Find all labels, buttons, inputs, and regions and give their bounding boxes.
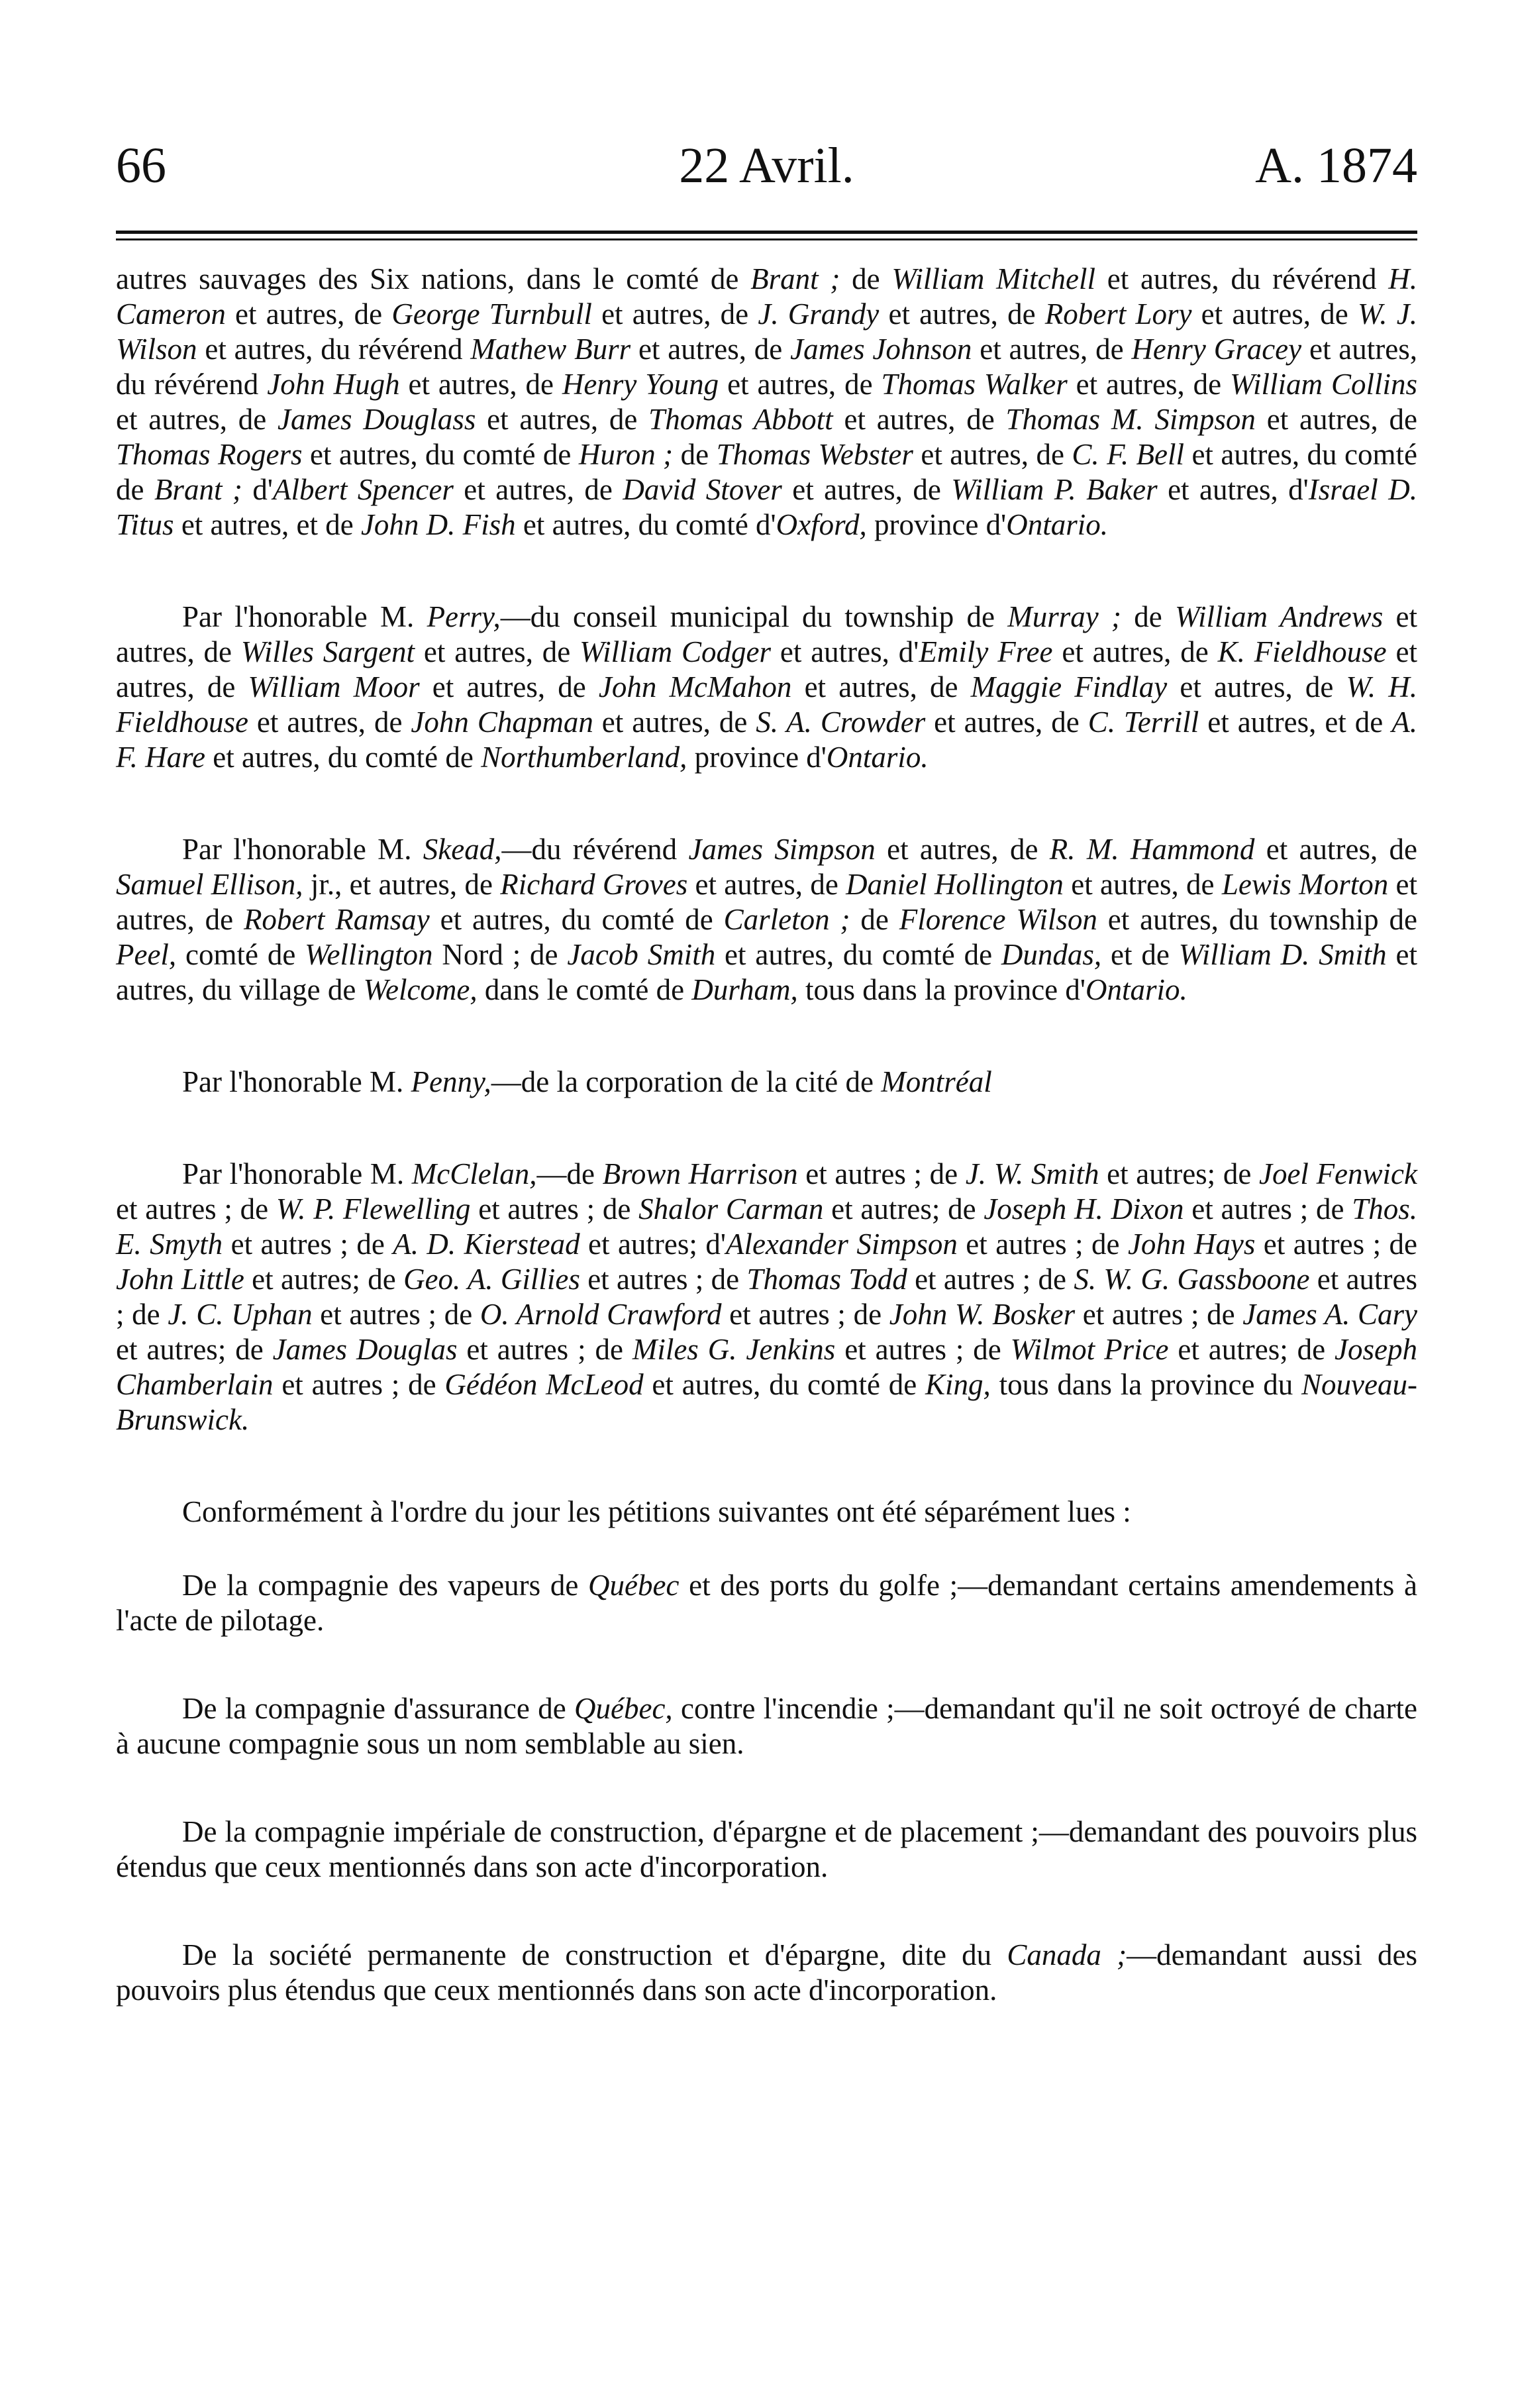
- text-run: De la compagnie impériale de construction, d'épargne et de placement ;—demandant des pouvoirs plus étendus que ceux mentionnés dans son acte d'incorporation.: [116, 1815, 1417, 1883]
- text-run: et autres ; de: [470, 1192, 639, 1226]
- text-run: de: [850, 903, 899, 936]
- text-run: —du révérend: [501, 833, 689, 866]
- italic-name: C. F. Bell: [1072, 438, 1184, 471]
- text-run: et autres, et de: [1199, 706, 1392, 739]
- italic-name: Canada ;: [1007, 1938, 1127, 1971]
- text-run: et autres; de: [1168, 1333, 1335, 1366]
- italic-name: Mathew Burr: [470, 333, 631, 366]
- italic-name: Huron ;: [578, 438, 674, 471]
- text-run: —de la corporation de la cité de: [491, 1065, 882, 1098]
- text-run: et autres, de: [593, 706, 756, 739]
- text-run: province d': [866, 508, 1007, 541]
- text-run: et autres, de: [719, 368, 882, 401]
- italic-name: James Douglass: [278, 403, 476, 436]
- italic-name: Thomas Walker: [881, 368, 1068, 401]
- text-run: et autres, et de: [174, 508, 361, 541]
- text-run: et autres, de: [453, 473, 623, 506]
- italic-name: S. A. Crowder: [756, 706, 926, 739]
- text-run: autres sauvages des Six nations, dans le comté de: [116, 262, 751, 295]
- italic-name: Oxford,: [776, 508, 867, 541]
- italic-name: Maggie Findlay: [970, 670, 1168, 704]
- italic-name: William Mitchell: [891, 262, 1096, 295]
- italic-name: Jacob Smith: [567, 938, 716, 971]
- text-run: Nord ; de: [432, 938, 568, 971]
- italic-name: McClelan,: [411, 1157, 537, 1190]
- text-run: et autres, de: [419, 670, 599, 704]
- text-run: contre l'incendie ;—demandant qu'il ne soit octroyé de charte à aucune compagnie sous un nom semblable au sien.: [116, 1692, 1417, 1760]
- text-run: et autres; de: [244, 1263, 404, 1296]
- petition-paragraph-mcclelan: [116, 1157, 1417, 1438]
- text-run: et autres, de: [591, 297, 758, 331]
- italic-name: John McMahon: [598, 670, 792, 704]
- text-run: et autres, du révérend: [1095, 262, 1389, 295]
- text-run: et autres ; de: [273, 1368, 445, 1401]
- italic-name: J. Grandy: [758, 297, 880, 331]
- text-run: de: [1121, 600, 1175, 633]
- italic-name: W. J. Wilson: [116, 297, 1417, 366]
- italic-name: Québec: [588, 1569, 680, 1602]
- text-run: et autres ; de: [721, 1298, 889, 1331]
- italic-name: Florence Wilson: [899, 903, 1097, 936]
- text-run: et autres ; de: [457, 1333, 632, 1366]
- header-rule-thick: [116, 231, 1417, 234]
- italic-name: John Chapman: [411, 706, 593, 739]
- italic-name: Durham,: [691, 973, 798, 1006]
- text-run: et autres, de: [476, 403, 649, 436]
- document-body: [116, 262, 1417, 2061]
- italic-name: Ontario.: [1085, 973, 1187, 1006]
- text-run: et autres, de: [631, 333, 791, 366]
- italic-name: Shalor Carman: [638, 1192, 824, 1226]
- italic-name: Albert Spencer: [272, 473, 454, 506]
- text-run: et autres, du révérend: [116, 333, 1417, 401]
- text-run: et autres, de: [687, 868, 846, 901]
- text-run: et des ports du golfe ;—demandant certains amendements à l'acte de pilotage.: [116, 1569, 1417, 1637]
- italic-name: Dundas,: [1001, 938, 1102, 971]
- text-run: et autres, du comté de: [302, 438, 579, 471]
- italic-name: John W. Bosker: [889, 1298, 1076, 1331]
- header-rule-thin: [116, 238, 1417, 240]
- text-run: et autres, de: [399, 368, 562, 401]
- text-run: de: [840, 262, 892, 295]
- text-run: et autres ; de: [907, 1263, 1074, 1296]
- italic-name: Wellington: [305, 938, 433, 971]
- italic-name: William P. Baker: [951, 473, 1158, 506]
- text-run: province d': [687, 741, 827, 774]
- italic-name: Nouveau-Brunswick.: [116, 1368, 1417, 1436]
- text-run: et autres, de: [116, 868, 1418, 936]
- italic-name: Brant ;: [154, 473, 242, 506]
- italic-name: Robert Ramsay: [243, 903, 430, 936]
- text-run: et autres, d': [1157, 473, 1309, 506]
- text-run: De la compagnie d'assurance de: [182, 1692, 575, 1725]
- page-number: 66: [116, 138, 166, 193]
- text-run: d': [242, 473, 273, 506]
- italic-name: William D. Smith: [1178, 938, 1387, 971]
- italic-name: Perry,: [427, 600, 501, 633]
- text-run: et autres ; de: [580, 1263, 747, 1296]
- italic-name: Alexander Simpson: [725, 1228, 958, 1261]
- italic-name: Québec,: [574, 1692, 673, 1725]
- text-run: et autres ; de: [957, 1228, 1128, 1261]
- text-run: Par l'honorable M.: [182, 1065, 411, 1098]
- italic-name: J. W. Smith: [965, 1157, 1099, 1190]
- italic-name: Lewis Morton: [1221, 868, 1389, 901]
- text-run: tous dans la province d': [797, 973, 1086, 1006]
- italic-name: John D. Fish: [360, 508, 516, 541]
- text-run: et autres; d': [580, 1228, 726, 1261]
- text-run: et autres ; de: [835, 1333, 1011, 1366]
- italic-name: George Turnbull: [391, 297, 592, 331]
- italic-name: A. D. Kierstead: [393, 1228, 580, 1261]
- text-run: et autres, de: [1254, 833, 1418, 866]
- text-run: et autres, de: [875, 833, 1050, 866]
- text-run: Par l'honorable M.: [182, 600, 427, 633]
- italic-name: Peel,: [116, 938, 177, 971]
- italic-name: Welcome,: [363, 973, 478, 1006]
- italic-name: John Hays: [1127, 1228, 1256, 1261]
- italic-name: S. W. G. Gassboone: [1074, 1263, 1310, 1296]
- italic-name: Brant ;: [750, 262, 840, 295]
- text-run: et autres, du comté de: [643, 1368, 926, 1401]
- italic-name: Ontario.: [1006, 508, 1109, 541]
- italic-name: Daniel Hollington: [846, 868, 1064, 901]
- italic-name: Thomas M. Simpson: [1005, 403, 1256, 436]
- italic-name: Henry Gracey: [1131, 333, 1302, 366]
- text-run: et autres, du comté de: [429, 903, 724, 936]
- text-run: et autres ; de: [312, 1298, 480, 1331]
- italic-name: Samuel Ellison,: [116, 868, 303, 901]
- italic-name: W. H. Fieldhouse: [116, 670, 1417, 739]
- text-run: et autres, de: [913, 438, 1072, 471]
- text-run: et autres ; de: [116, 1263, 1418, 1331]
- italic-name: A. F. Hare: [116, 706, 1417, 774]
- text-run: et autres ; de: [116, 1192, 276, 1226]
- text-run: —de: [536, 1157, 603, 1190]
- italic-name: Geo. A. Gillies: [403, 1263, 580, 1296]
- text-run: et autres ; de: [223, 1228, 393, 1261]
- italic-name: Joseph Chamberlain: [116, 1333, 1417, 1401]
- italic-name: W. P. Flewelling: [276, 1192, 471, 1226]
- text-run: et autres, de: [833, 403, 1006, 436]
- italic-name: Thos. E. Smyth: [116, 1192, 1417, 1261]
- italic-name: Montréal: [881, 1065, 992, 1098]
- italic-name: Thomas Rogers: [116, 438, 303, 471]
- italic-name: William Moor: [248, 670, 420, 704]
- italic-name: Miles G. Jenkins: [632, 1333, 836, 1366]
- text-run: et autres, de: [782, 473, 952, 506]
- text-run: et autres, de: [248, 706, 411, 739]
- page-header: [116, 132, 1417, 205]
- text-run: et autres ; de: [1184, 1192, 1352, 1226]
- text-run: Par l'honorable M.: [182, 1157, 412, 1190]
- text-run: et autres, du révérend: [197, 333, 471, 366]
- petition-paragraph-perry: [116, 600, 1417, 775]
- italic-name: Willes Sargent: [240, 635, 415, 668]
- text-run: et autres, de: [925, 706, 1088, 739]
- italic-name: Joel Fenwick: [1258, 1157, 1417, 1190]
- text-run: —demandant aussi des pouvoirs plus étendus que ceux mentionnés dans son acte d'incorporation.: [116, 1938, 1417, 2007]
- italic-name: James Johnson: [790, 333, 972, 366]
- italic-name: James Simpson: [688, 833, 876, 866]
- italic-name: Brown Harrison: [602, 1157, 798, 1190]
- italic-name: Thomas Abbott: [648, 403, 833, 436]
- italic-name: C. Terrill: [1087, 706, 1199, 739]
- text-run: et autres, du comté de: [205, 741, 481, 774]
- text-run: et autres; de: [1099, 1157, 1259, 1190]
- text-run: et autres, de: [1052, 635, 1218, 668]
- text-run: —du conseil municipal du township de: [500, 600, 1008, 633]
- italic-name: Carleton ;: [723, 903, 850, 936]
- text-run: et autres, de: [225, 297, 392, 331]
- text-run: et autres, de: [1063, 868, 1222, 901]
- text-run: Conformément à l'ordre du jour les pétitions suivantes ont été séparément lues :: [182, 1495, 1131, 1528]
- text-run: comté de: [176, 938, 305, 971]
- petition-paragraph-penny: [116, 1065, 1417, 1100]
- italic-name: Robert Lory: [1044, 297, 1192, 331]
- italic-name: R. M. Hammond: [1049, 833, 1255, 866]
- italic-name: King,: [925, 1368, 991, 1401]
- italic-name: Ontario.: [826, 741, 929, 774]
- italic-name: James A. Cary: [1242, 1298, 1418, 1331]
- text-run: jr., et autres, de: [303, 868, 501, 901]
- italic-name: David Stover: [623, 473, 782, 506]
- italic-name: William Collins: [1230, 368, 1417, 401]
- text-run: et autres, de: [116, 635, 1417, 704]
- italic-name: Skead,: [423, 833, 502, 866]
- italic-name: K. Fieldhouse: [1217, 635, 1387, 668]
- italic-name: Henry Young: [562, 368, 719, 401]
- text-run: dans le comté de: [477, 973, 692, 1006]
- petition-imperial-building: [116, 1814, 1417, 1885]
- italic-name: Wilmot Price: [1010, 1333, 1169, 1366]
- italic-name: William Andrews: [1174, 600, 1384, 633]
- italic-name: John Little: [116, 1263, 244, 1296]
- text-run: tous dans la province du: [990, 1368, 1302, 1401]
- italic-name: Gédéon McLeod: [444, 1368, 644, 1401]
- italic-name: Murray ;: [1007, 600, 1121, 633]
- text-run: et autres, de: [791, 670, 971, 704]
- text-run: et autres, de: [972, 333, 1132, 366]
- text-run: et autres, du township de: [1097, 903, 1417, 936]
- text-run: et autres, du comté d': [515, 508, 776, 541]
- header-year: A. 1874: [1255, 138, 1417, 193]
- text-run: et autres, du village de: [116, 938, 1417, 1006]
- italic-name: J. C. Uphan: [168, 1298, 313, 1331]
- text-run: et autres ; de: [1255, 1228, 1417, 1261]
- petition-paragraph-six-nations: [116, 262, 1417, 543]
- text-run: De la compagnie des vapeurs de: [182, 1569, 589, 1602]
- text-run: et autres, de: [415, 635, 580, 668]
- petition-quebec-insurance: [116, 1691, 1417, 1761]
- text-run: De la société permanente de construction et d'épargne, dite du: [182, 1938, 1007, 1971]
- italic-name: William Codger: [580, 635, 772, 668]
- text-run: de: [673, 438, 717, 471]
- text-run: et autres, d': [771, 635, 919, 668]
- text-run: et autres; de: [116, 1333, 273, 1366]
- text-run: et autres, de: [1191, 297, 1358, 331]
- italic-name: O. Arnold Crawford: [479, 1298, 722, 1331]
- text-run: et autres ; de: [797, 1157, 966, 1190]
- text-run: et autres, de: [1167, 670, 1346, 704]
- italic-name: Northumberland,: [481, 741, 687, 774]
- text-run: et autres, de: [1255, 403, 1417, 436]
- italic-name: John Hugh: [267, 368, 400, 401]
- italic-name: Richard Groves: [500, 868, 688, 901]
- italic-name: Penny,: [411, 1065, 491, 1098]
- italic-name: Israel D. Titus: [116, 473, 1417, 541]
- order-of-day-heading: [116, 1494, 1417, 1530]
- text-run: et autres, de: [116, 600, 1417, 668]
- italic-name: Emily Free: [919, 635, 1053, 668]
- italic-name: Thomas Todd: [746, 1263, 907, 1296]
- text-run: et de: [1101, 938, 1179, 971]
- italic-name: James Douglas: [272, 1333, 458, 1366]
- italic-name: Thomas Webster: [716, 438, 913, 471]
- text-run: et autres, de: [879, 297, 1045, 331]
- italic-name: Joseph H. Dixon: [984, 1192, 1184, 1226]
- petition-canada-building: [116, 1938, 1417, 2008]
- text-run: et autres, du comté de: [715, 938, 1001, 971]
- text-run: et autres, de: [1067, 368, 1231, 401]
- italic-name: H. Cameron: [116, 262, 1417, 331]
- text-run: et autres; de: [823, 1192, 984, 1226]
- text-run: et autres ; de: [1075, 1298, 1243, 1331]
- text-run: et autres, du comté de: [116, 438, 1417, 506]
- text-run: Par l'honorable M.: [182, 833, 423, 866]
- text-run: et autres, de: [116, 403, 278, 436]
- petition-paragraph-skead: [116, 832, 1417, 1008]
- header-date: 22 Avril.: [679, 138, 854, 193]
- petition-quebec-steamers: [116, 1568, 1417, 1638]
